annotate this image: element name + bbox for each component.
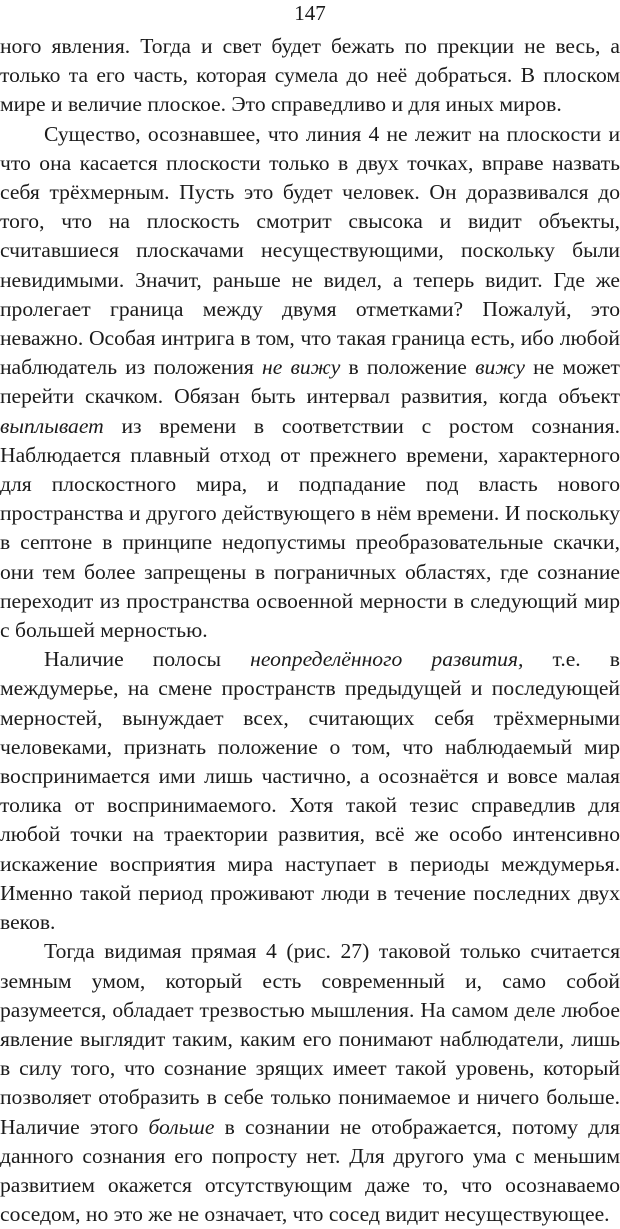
text-run: в сознании не отображается, потому для данного сознания его попросту нет. Для другого ума с меньшим развитием окажется отсутствующим даже то, что осознаваемо соседом, но это же не означает, что сосед видит несуществующее.	[0, 1114, 620, 1227]
italic-text: не вижу	[262, 355, 341, 380]
text-run: Существо, осознавшее, что линия 4 не лежит на плоскости и что она касается плоскости только в двух точках, вправе назвать себя трёхмерным. Пусть это будет человек. Он доразвивался до того, что на плоскость смотрит свысока и видит объекты, считавшиеся плоскачами несуществующими, поскольку были невидимыми. Значит, раньше не видел, а теперь видит. Где же пролегает граница между двумя отметками? Пожалуй, это неважно. Особая интрига в том, что такая граница есть, ибо любой наблюдатель из положения	[0, 121, 620, 380]
text-run: из времени в соответствии с ростом сознания. Наблюдается плавный отход от прежнего времени, характерного для плоскостного мира, и подпадание под власть нового пространства и другого действующего в нём времени. И поскольку в септоне в принципе недопустимы преобразовательные скачки, они тем более запрещены в пограничных областях, где сознание переходит из пространства освоенной мерности в следующий мир с большей мерностью.	[0, 413, 620, 643]
italic-text: неопределённого развития,	[250, 647, 524, 672]
italic-text: больше	[148, 1114, 215, 1139]
paragraph-three-dimensional-being	[0, 120, 620, 646]
text-run: Тогда видимая прямая 4 (рис. 27) таковой только считается земным умом, который есть современный и, само собой разумеется, обладает трезвостью мышления. На самом деле любое явление выглядит таким, каким его понимают наблюдатели, лишь в силу того, что сознание зрящих имеет такой уровень, который позволяет отобразить в себе только понимаемое и ничего больше. Наличие этого	[0, 939, 620, 1139]
italic-text: выплывает	[0, 413, 104, 438]
page-text	[0, 32, 620, 1229]
text-run: не может перейти скачком. Обязан быть интервал развития, когда объект	[0, 355, 620, 409]
paragraph-interdimensional-band	[0, 645, 620, 937]
text-run: Наличие полосы	[44, 647, 251, 672]
paragraph-visible-line	[0, 937, 620, 1229]
text-run: ного явления. Тогда и свет будет бежать по прекции не весь, а только та его часть, которая сумела до неё добраться. В плоском мире и величие плоское. Это справедливо и для иных миров.	[0, 34, 620, 117]
text-run: в положение	[340, 355, 476, 380]
page-number: 147	[294, 1, 326, 25]
text-run: т.е. в междумерье, на смене пространств предыдущей и последующей мерностей, вынуждает всех, считающих себя трёхмерными человеками, признать положение о том, что наблюдаемый мир воспринимается ими лишь частично, а осознаётся и вовсе малая толика от воспринимаемого. Хотя такой тезис справедлив для любой точки на траектории развития, всё же особо интенсивно искажение восприятия мира наступает в периоды междумерья. Именно такой период проживают люди в течение последних двух веков.	[0, 647, 620, 935]
italic-text: вижу	[475, 355, 525, 380]
paragraph-continuation	[0, 32, 620, 120]
